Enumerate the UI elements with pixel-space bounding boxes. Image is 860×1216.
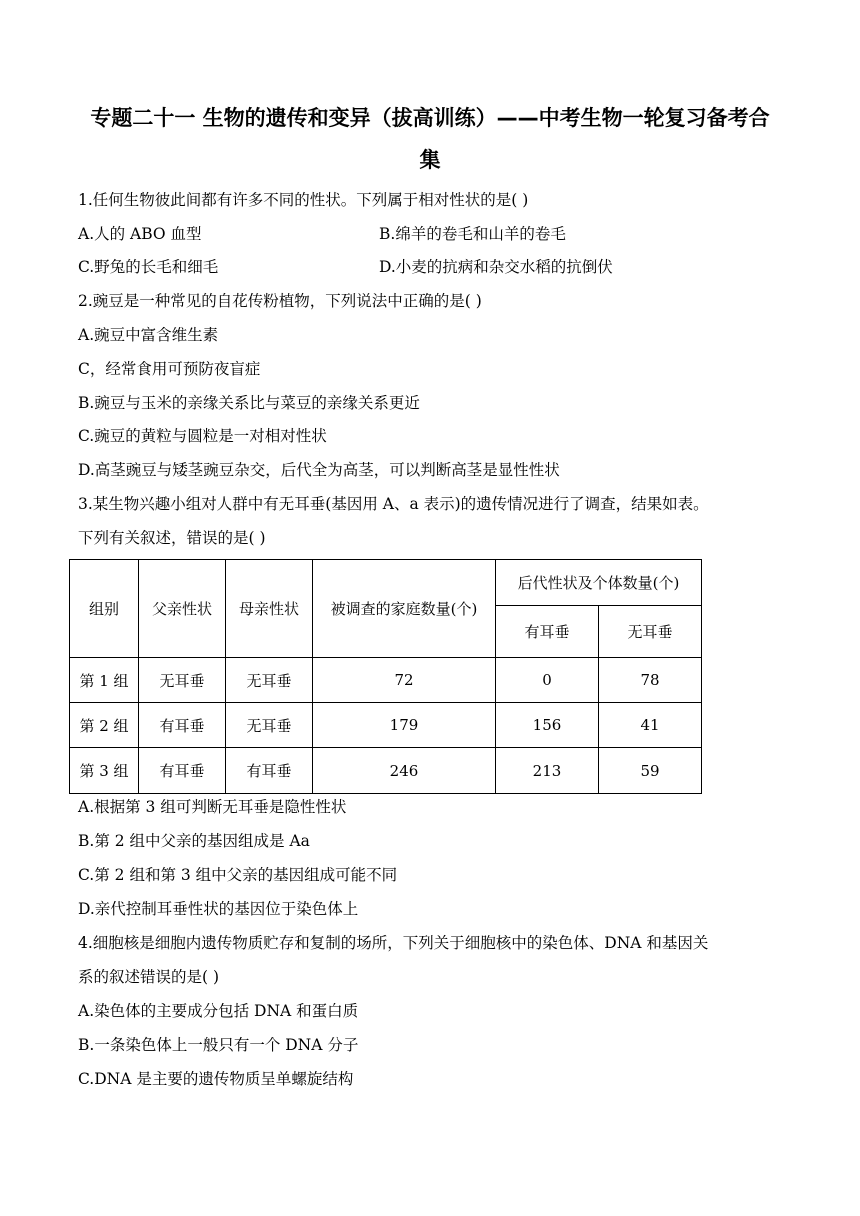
header-families: 被调查的家庭数量(个) <box>313 560 496 658</box>
q1-option-d: D.小麦的抗病和杂交水稻的抗倒伏 <box>379 258 613 276</box>
survey-table <box>69 559 702 794</box>
cell-father: 无耳垂 <box>139 658 226 703</box>
cell-group: 第 2 组 <box>70 703 139 748</box>
q3-option-a: A.根据第 3 组可判断无耳垂是隐性性状 <box>78 798 347 816</box>
q3-stem-line2: 下列有关叙述，错误的是( ) <box>78 529 266 547</box>
doc-title-line1: 专题二十一 生物的遗传和变异（拔高训练）——中考生物一轮复习备考合 <box>90 106 770 130</box>
q2-option-a-continued: C，经常食用可预防夜盲症 <box>78 360 261 378</box>
cell-families: 72 <box>313 658 496 703</box>
header-mother: 母亲性状 <box>226 560 313 658</box>
q4-stem-line1: 4.细胞核是细胞内遗传物质贮存和复制的场所，下列关于细胞核中的染色体、DNA 和基因关 <box>78 934 709 952</box>
q4-stem-line2: 系的叙述错误的是( ) <box>78 968 220 986</box>
cell-mother: 有耳垂 <box>226 748 313 794</box>
header-group: 组别 <box>70 560 139 658</box>
q3-option-d: D.亲代控制耳垂性状的基因位于染色体上 <box>78 900 359 918</box>
q1-option-a: A.人的 ABO 血型 <box>78 225 202 243</box>
q3-option-b: B.第 2 组中父亲的基因组成是 Aa <box>78 832 310 850</box>
q4-option-c: C.DNA 是主要的遗传物质呈单螺旋结构 <box>78 1070 354 1088</box>
cell-without-earlobe: 41 <box>599 703 702 748</box>
table-row <box>70 748 702 794</box>
header-without-earlobe: 无耳垂 <box>599 606 702 658</box>
q2-option-a: A.豌豆中富含维生素 <box>78 326 219 344</box>
q1-stem: 1.任何生物彼此间都有许多不同的性状。下列属于相对性状的是( ) <box>78 191 529 209</box>
q3-option-c: C.第 2 组和第 3 组中父亲的基因组成可能不同 <box>78 866 398 884</box>
q4-option-a: A.染色体的主要成分包括 DNA 和蛋白质 <box>78 1002 359 1020</box>
header-father: 父亲性状 <box>139 560 226 658</box>
header-offspring: 后代性状及个体数量(个) <box>496 560 702 606</box>
cell-without-earlobe: 78 <box>599 658 702 703</box>
cell-without-earlobe: 59 <box>599 748 702 794</box>
cell-mother: 无耳垂 <box>226 703 313 748</box>
table-row <box>70 658 702 703</box>
q2-stem: 2.豌豆是一种常见的自花传粉植物，下列说法中正确的是( ) <box>78 292 482 310</box>
cell-families: 179 <box>313 703 496 748</box>
q2-option-d: D.高茎豌豆与矮茎豌豆杂交，后代全为高茎，可以判断高茎是显性性状 <box>78 461 560 479</box>
q3-stem-line1: 3.某生物兴趣小组对人群中有无耳垂(基因用 A、a 表示)的遗传情况进行了调查，结果如表。 <box>78 495 709 513</box>
header-with-earlobe: 有耳垂 <box>496 606 599 658</box>
cell-with-earlobe: 156 <box>496 703 599 748</box>
cell-with-earlobe: 0 <box>496 658 599 703</box>
cell-mother: 无耳垂 <box>226 658 313 703</box>
cell-father: 有耳垂 <box>139 748 226 794</box>
q4-option-b: B.一条染色体上一般只有一个 DNA 分子 <box>78 1036 359 1054</box>
cell-group: 第 3 组 <box>70 748 139 794</box>
cell-father: 有耳垂 <box>139 703 226 748</box>
q2-option-c: C.豌豆的黄粒与圆粒是一对相对性状 <box>78 427 327 445</box>
cell-group: 第 1 组 <box>70 658 139 703</box>
q1-option-c: C.野兔的长毛和细毛 <box>78 258 219 276</box>
cell-with-earlobe: 213 <box>496 748 599 794</box>
doc-title-line2: 集 <box>419 148 441 172</box>
q2-option-b: B.豌豆与玉米的亲缘关系比与菜豆的亲缘关系更近 <box>78 394 420 412</box>
cell-families: 246 <box>313 748 496 794</box>
table-row <box>70 703 702 748</box>
q1-option-b: B.绵羊的卷毛和山羊的卷毛 <box>379 225 566 243</box>
